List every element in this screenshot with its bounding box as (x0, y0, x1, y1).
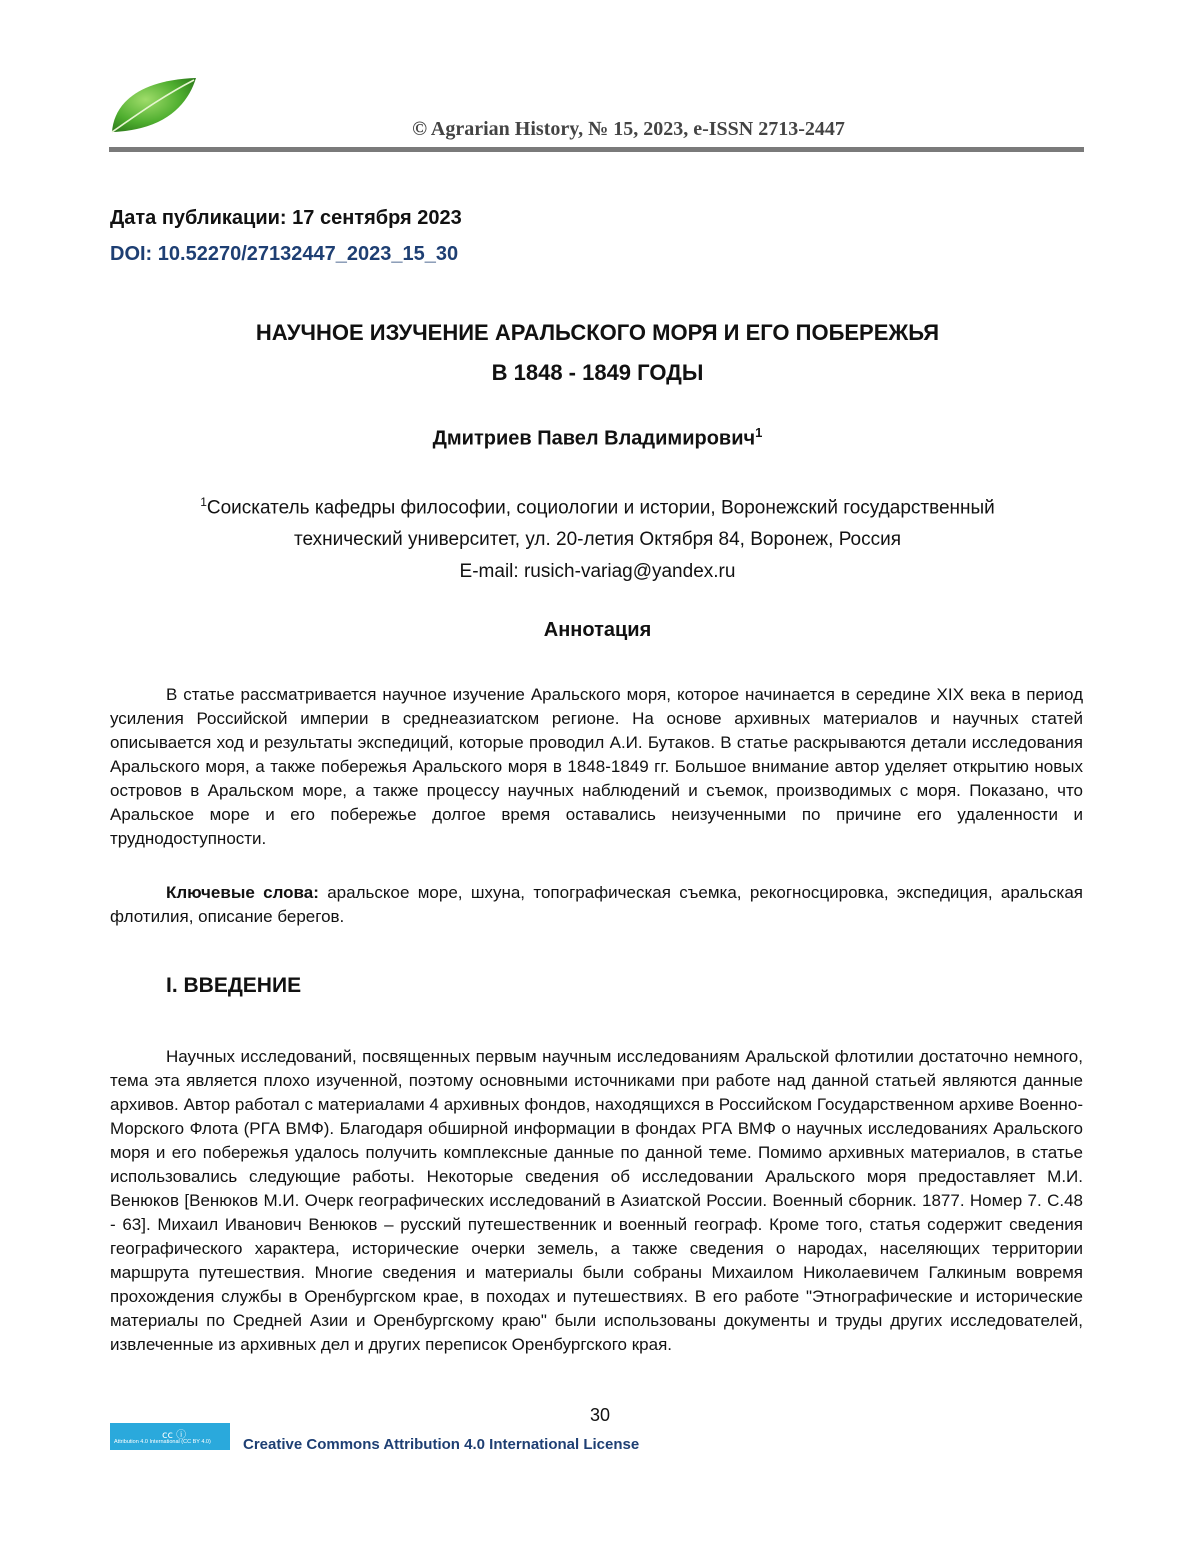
section-heading-introduction: I. ВВЕДЕНИЕ (166, 974, 302, 997)
introduction-text: Научных исследований, посвященных первым научным исследованиям Аральской флотилии достаточно немного, тема эта является плохо изученной, поэтому основными источниками при работе над данной статьей являются данные архивов. Автор работал с материалами 4 архивных фондов, находящихся в Российском Государственном архиве Военно-Морского Флота (РГА ВМФ). Благодаря обширной информации в фондах РГА ВМФ о научных исследованиях Аральского моря и его побережья удалось получить комплексные данные по данной теме. Помимо архивных материалов, в статье использовались следующие работы. Некоторые сведения об исследовании Аральского моря предоставляет М.И. Венюков [Венюков М.И. Очерк географических исследований в Азиатской России. Военный сборник. 1877. Номер 7. С.48 - 63]. Михаил Иванович Венюков – русский путешественник и военный географ. Кроме того, статья содержит сведения географического характера, исторические очерки земель, а также сведения о народах, населяющих территории маршрута путешествия. Многие сведения и материалы были собраны Михаилом Николаевичем Галкиным вовремя прохождения службы в Оренбургском крае, в походах и путешествиях. В его работе "Этнографические и исторические материалы по Средней Азии и Оренбургскому краю" были использованы документы и труды других исследователей, извлеченные из архивных дел и других переписок Оренбургского края. (110, 1047, 1083, 1354)
abstract-text: В статье рассматривается научное изучение Аральского моря, которое начинается в середине XIX века в период усиления Российской империи в среднеазиатском регионе. На основе архивных материалов и научных статей описывается ход и результаты экспедиций, которые проводил А.И. Бутаков. В статье раскрываются детали исследования Аральского моря, а также побережья Аральского моря в 1848-1849 гг. Большое внимание автор уделяет открытию новых островов в Аральском море, а также процессу научных наблюдений и съемок, производимых с моря. Показано, что Аральское море и его побережье долгое время оставались неизученными по причине его удаленности и труднодоступности. (110, 685, 1083, 848)
keywords (110, 881, 1083, 929)
publication-date: Дата публикации: 17 сентября 2023 (110, 207, 462, 229)
affiliation (110, 486, 1085, 588)
cc-license-badge[interactable] (110, 1423, 230, 1450)
affiliation-text-1: Соискатель кафедры философии, социологии и истории, Воронежский государственный (206, 497, 995, 519)
title-line-1: НАУЧНОЕ ИЗУЧЕНИЕ АРАЛЬСКОГО МОРЯ И ЕГО ПОБЕРЕЖЬЯ (255, 320, 940, 345)
cc-badge-text: Attribution 4.0 International (CC BY 4.0) (114, 1439, 211, 1445)
author-email[interactable]: E-mail: rusich-variag@yandex.ru (459, 561, 736, 583)
keywords-label: Ключевые слова: (166, 883, 319, 902)
title-line-2: В 1848 - 1849 ГОДЫ (491, 360, 704, 385)
affiliation-line-1 (110, 486, 1085, 524)
keywords-text: аральское море, шхуна, топографическая съемка, рекогносцировка, экспедиция, аральская флотилия, описание берегов. (110, 883, 1083, 926)
affiliation-line-2: технический университет, ул. 20-летия Октября 84, Воронеж, Россия (293, 529, 902, 551)
header-divider (109, 147, 1084, 152)
author-name (110, 425, 1085, 451)
license-link[interactable]: Creative Commons Attribution 4.0 International License (243, 1436, 640, 1453)
abstract-heading: Аннотация (543, 619, 652, 641)
cc-by-icon: cc ⓘ (162, 1430, 187, 1441)
author-footnote-mark: 1 (755, 425, 763, 440)
affiliation-footnote-mark: 1 (200, 495, 207, 509)
author-name-text: Дмитриев Павел Владимирович (432, 427, 756, 450)
article-title (110, 313, 1085, 393)
doi-link[interactable]: DOI: 10.52270/27132447_2023_15_30 (110, 243, 459, 265)
page-number: 30 (589, 1405, 611, 1425)
journal-header: © Agrarian History, № 15, 2023, e-ISSN 2713-2447 (412, 118, 845, 140)
